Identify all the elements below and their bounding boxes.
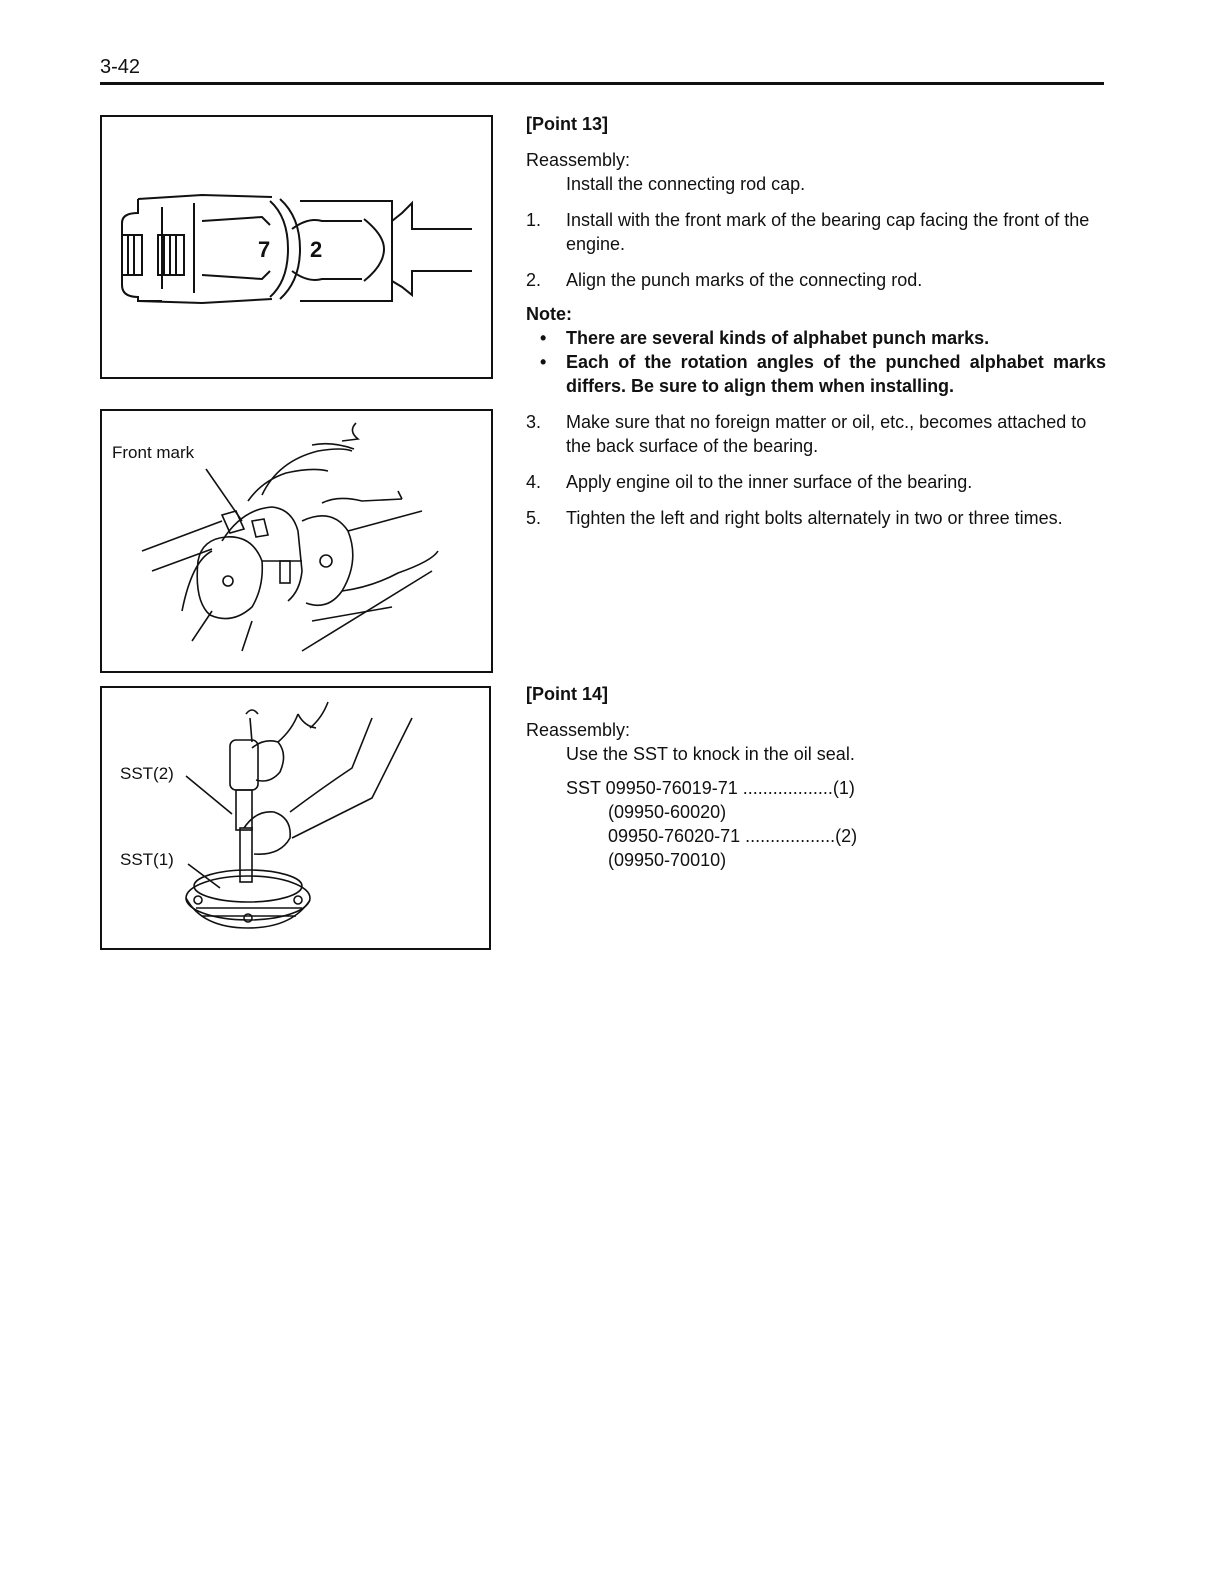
point13-intro: Install the connecting rod cap.: [566, 174, 806, 194]
step-number: 3.: [526, 412, 542, 432]
note-text: Each of the rotation angles of the punched alphabet marks differs. Be sure to align them when installing.: [566, 352, 1106, 396]
front-mark-label: Front mark: [112, 443, 195, 462]
point14-title: [Point 14]: [526, 684, 609, 704]
header-rule: [100, 82, 1104, 85]
point13-title: [Point 13]: [526, 114, 609, 134]
figure-front-mark: [100, 409, 493, 673]
point14-section: [526, 682, 1106, 872]
sst2-label: SST(2): [120, 764, 174, 783]
sst-drawing: [102, 688, 493, 952]
step-text: Make sure that no foreign matter or oil, etc., becomes attached to the back surface of the bearing.: [566, 412, 1087, 456]
bullet-icon: •: [540, 328, 547, 348]
figure-connecting-rod-marks: [100, 115, 493, 379]
step-number: 1.: [526, 210, 542, 230]
note-bullet: [526, 326, 1106, 350]
punch-mark-right: 2: [310, 237, 323, 262]
sst-line-2: (09950-60020): [608, 802, 727, 822]
sst-line-1: SST 09950-76019-71 ..................(1): [566, 778, 855, 798]
figure-sst-oil-seal: [100, 686, 491, 950]
note-bullet: [526, 350, 1106, 398]
step-2: [526, 268, 1106, 292]
punch-mark-left: 7: [258, 237, 271, 262]
point14-section-label: Reassembly:: [526, 720, 631, 740]
point14-intro: Use the SST to knock in the oil seal.: [566, 744, 855, 764]
step-text: Apply engine oil to the inner surface of the bearing.: [566, 472, 973, 492]
step-text: Install with the front mark of the bearing cap facing the front of the engine.: [566, 210, 1090, 254]
step-number: 2.: [526, 270, 542, 290]
page-number: 3-42: [100, 56, 141, 78]
bullet-icon: •: [540, 352, 547, 372]
sst-list: [526, 776, 1106, 872]
point13-section-label: Reassembly:: [526, 150, 631, 170]
step-3: [526, 410, 1106, 458]
point13-section: [526, 112, 1106, 530]
step-1: [526, 208, 1106, 256]
step-text: Align the punch marks of the connecting rod.: [566, 270, 923, 290]
step-4: [526, 470, 1106, 494]
sst-line-3: 09950-76020-71 ..................(2): [608, 826, 858, 846]
step-number: 5.: [526, 508, 542, 528]
connecting-rod-drawing: [102, 117, 495, 381]
step-text: Tighten the left and right bolts alternately in two or three times.: [566, 508, 1063, 528]
step-number: 4.: [526, 472, 542, 492]
step-5: [526, 506, 1106, 530]
sst-line-4: (09950-70010): [608, 850, 727, 870]
note-text: There are several kinds of alphabet punch marks.: [566, 328, 990, 348]
sst1-label: SST(1): [120, 850, 174, 869]
note-title: Note:: [526, 304, 572, 324]
